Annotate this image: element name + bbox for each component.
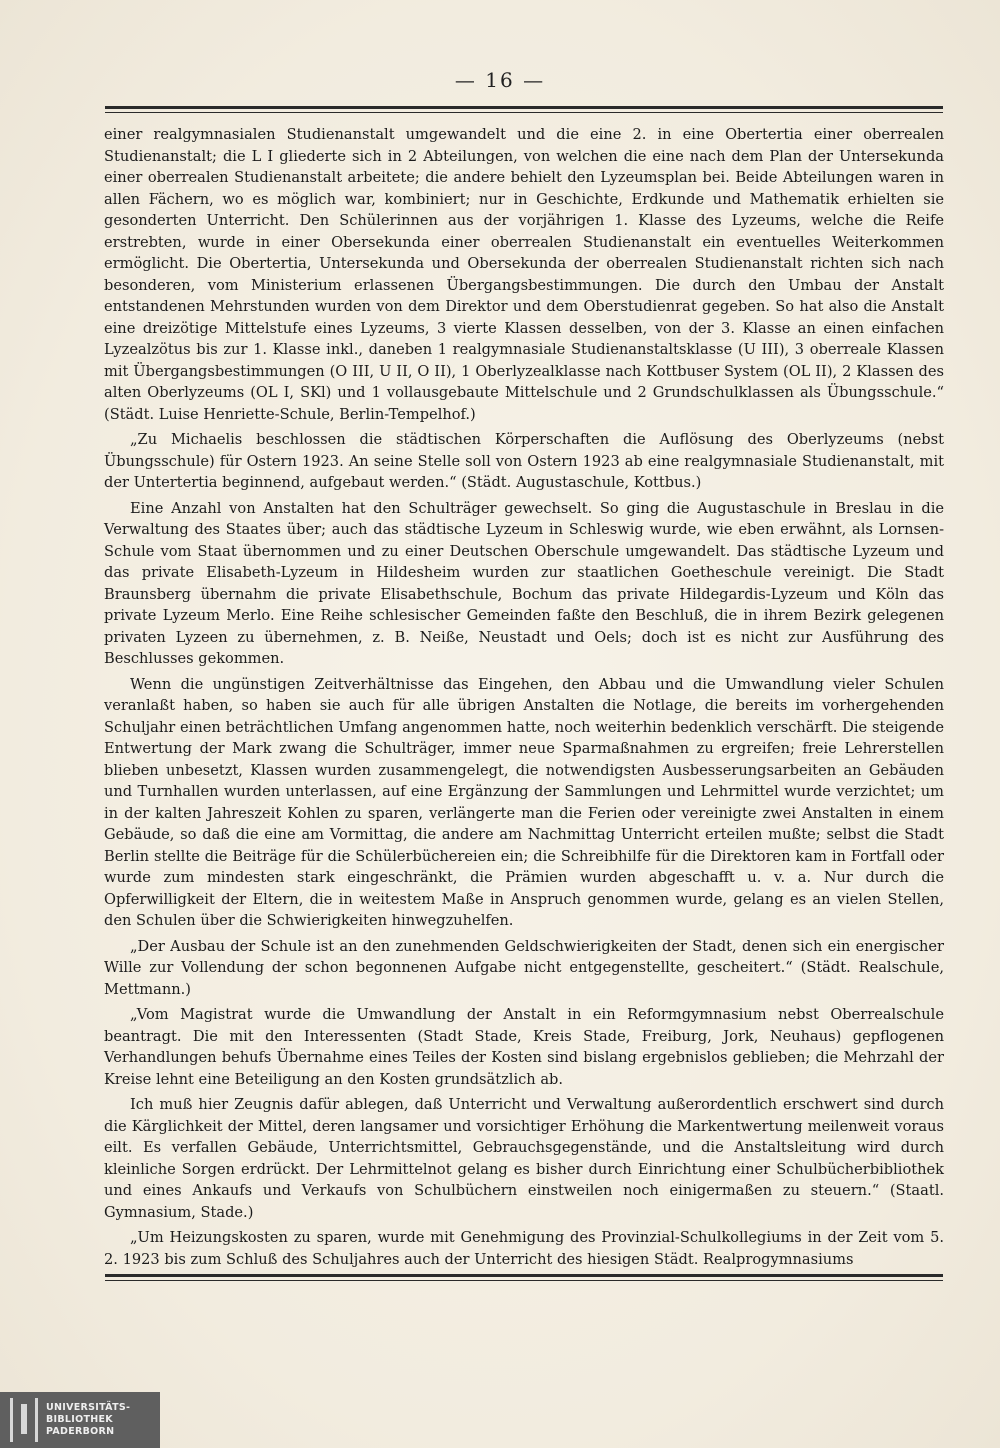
- library-logo-icon: [10, 1398, 38, 1442]
- paragraph-1: einer realgymnasialen Studienanstalt umgewandelt und die eine 2. in eine Obertertia einer oberrealen Studienanstalt; die L I gliederte sich in 2 Abteilungen, von welchen die eine nach dem Plan der Untersekunda einer oberrealen Studienanstalt arbeitete; die andere behielt den Lyzeumsplan bei. Beide Abteilungen waren in allen Fächern, wo es möglich war, kombiniert; nur in Geschichte, Erdkunde und Mathematik erhielten sie gesonderten Unterricht. Den Schülerinnen aus der vorjährigen 1. Klasse des Lyzeums, welche die Reife erstrebten, wurde in einer Obersekunda einer oberrealen Studienanstalt ein eventuelles Weiterkommen ermöglicht. Die Obertertia, Untersekunda und Obersekunda der oberrealen Studienanstalt richten sich nach besonderen, vom Ministerium erlassenen Übergangsbestimmungen. Die durch den Umbau der Anstalt entstandenen Mehrstunden wurden von dem Direktor und dem Oberstudienrat gegeben. So hat also die Anstalt eine dreizötige Mittelstufe eines Lyzeums, 3 vierte Klassen desselben, von der 3. Klasse an einen einfachen Lyzealzötus bis zur 1. Klasse inkl., daneben 1 realgymnasiale Studienanstaltsklasse (U III), 3 oberreale Klassen mit Übergangsbestimmungen (O III, U II, O II), 1 Oberlyzealklasse nach Kottbuser System (OL II), 2 Klassen des alten Oberlyzeums (OL I, SKl) und 1 vollausgebaute Mittelschule und 2 Grundschulklassen als Übungsschule.“ (Städt. Luise Henriette-Schule, Berlin-Tempelhof.): [104, 126, 944, 423]
- library-logo: [0, 1392, 160, 1448]
- body-text: [104, 124, 944, 1274]
- logo-line-3: PADERBORN: [46, 1426, 115, 1437]
- logo-line-2: BIBLIOTHEK: [46, 1414, 113, 1425]
- bottom-double-rule: [105, 1274, 943, 1281]
- paragraph-3: Eine Anzahl von Anstalten hat den Schulträger gewechselt. So ging die Augustaschule in Breslau in die Verwaltung des Staates über; auch das städtische Lyzeum in Schleswig wurde, wie eben erwähnt, als Lornsen-Schule vom Staat übernommen und zu einer Deutschen Oberschule umgewandelt. Das städtische Lyzeum und das private Elisabeth-Lyzeum in Hildesheim wurden zur staatlichen Goetheschule vereinigt. Die Stadt Braunsberg übernahm die private Elisabethschule, Bochum das private Hildegardis-Lyzeum und Köln das private Lyzeum Merlo. Eine Reihe schlesischer Gemeinden faßte den Beschluß, die in ihrem Bezirk gelegenen privaten Lyzeen zu übernehmen, z. B. Neiße, Neustadt und Oels; doch ist es nicht zur Ausführung des Beschlusses gekommen.: [104, 499, 944, 667]
- paragraph-4: Wenn die ungünstigen Zeitverhältnisse das Eingehen, den Abbau und die Umwandlung vieler Schulen veranlaßt haben, so haben sie auch für alle übrigen Anstalten die Notlage, die bereits im vorhergehenden Schuljahr einen beträchtlichen Umfang angenommen hatte, noch weiterhin bedenklich verschärft. Die steigende Entwertung der Mark zwang die Schulträger, immer neue Sparmaßnahmen zu ergreifen; freie Lehrerstellen blieben unbesetzt, Klassen wurden zusammengelegt, die notwendigsten Ausbesserungsarbeiten an Gebäuden und Turnhallen wurden unterlassen, auf eine Ergänzung der Sammlungen und Lehrmittel wurde verzichtet; um in der kalten Jahreszeit Kohlen zu sparen, verlängerte man die Ferien oder vereinigte zwei Anstalten in einem Gebäude, so daß die eine am Vormittag, die andere am Nachmittag Unterricht erteilen mußte; selbst die Stadt Berlin stellte die Beiträge für die Schülerbüchereien ein; die Schreibhilfe für die Direktoren kam in Fortfall oder wurde zum mindesten stark eingeschränkt, die Prämien wurden abgeschafft u. v. a. Nur durch die Opferwilligkeit der Eltern, die in weitestem Maße in Anspruch genommen wurde, gelang es an vielen Stellen, den Schulen über die Schwierigkeiten hinwegzuhelfen.: [104, 675, 944, 929]
- paragraph-5: „Der Ausbau der Schule ist an den zunehmenden Geldschwierigkeiten der Stadt, denen sich ein energischer Wille zur Vollendung der schon begonnenen Aufgabe nicht entgegenstellte, gescheitert.“ (Städt. Realschule, Mettmann.): [104, 937, 944, 998]
- logo-line-1: UNIVERSITÄTS-: [46, 1402, 131, 1413]
- top-double-rule: [105, 106, 943, 113]
- paragraph-6: „Vom Magistrat wurde die Umwandlung der Anstalt in ein Reformgymnasium nebst Oberrealschule beantragt. Die mit den Interessenten (Stadt Stade, Kreis Stade, Freiburg, Jork, Neuhaus) gepflogenen Verhandlungen behufs Übernahme eines Teiles der Kosten sind bislang ergebnislos geblieben; die Mehrzahl der Kreise lehnt eine Beteiligung an den Kosten grundsätzlich ab.: [104, 1006, 944, 1088]
- page-number: — 16 —: [454, 68, 546, 92]
- paragraph-7: Ich muß hier Zeugnis dafür ablegen, daß Unterricht und Verwaltung außerordentlich erschwert sind durch die Kärglichkeit der Mittel, deren langsamer und vorsichtiger Erhöhung die Markentwertung meilenweit voraus eilt. Es verfallen Gebäude, Unterrichtsmittel, Gebrauchsgegenstände, und die Anstaltsleitung wird durch kleinliche Sorgen erdrückt. Der Lehrmittelnot gelang es bisher durch Einrichtung einer Schulbücherbibliothek und eines Ankaufs und Verkaufs von Schulbüchern einstweilen noch einigermaßen zu steuern.“ (Staatl. Gymnasium, Stade.): [104, 1096, 944, 1221]
- library-logo-text: [46, 1402, 130, 1438]
- paragraph-8: „Um Heizungskosten zu sparen, wurde mit Genehmigung des Provinzial-Schulkollegiums in der Zeit vom 5. 2. 1923 bis zum Schluß des Schuljahres auch der Unterricht des hiesigen Städt. Realprogymnasiums: [104, 1229, 944, 1268]
- paragraph-2: „Zu Michaelis beschlossen die städtischen Körperschaften die Auflösung des Oberlyzeums (nebst Übungsschule) für Ostern 1923. An seine Stelle soll von Ostern 1923 ab eine realgymnasiale Studienanstalt, mit der Untertertia beginnend, aufgebaut werden.“ (Städt. Augustaschule, Kottbus.): [104, 431, 944, 491]
